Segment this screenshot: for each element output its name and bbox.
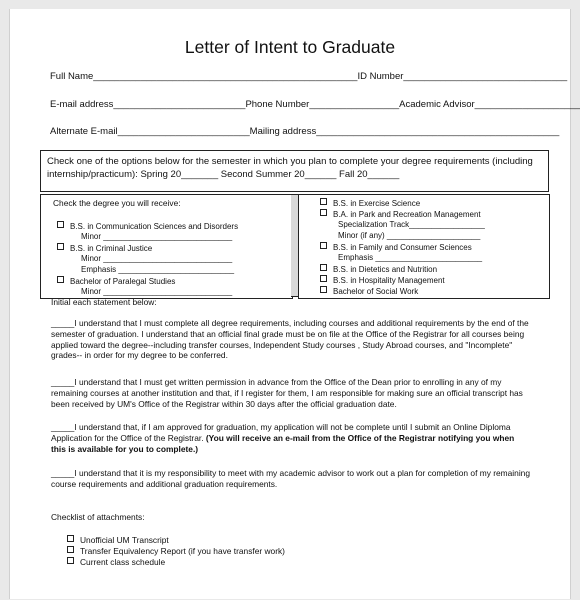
initial-heading: Initial each statement below: — [51, 297, 157, 307]
degree-option[interactable]: B.S. in Criminal Justice — [57, 243, 152, 253]
semester-instruction: Check one of the options below for the semester in which you plan to complete your degree requirements (including — [47, 156, 533, 167]
degree-heading: Check the degree you will receive: — [53, 198, 181, 208]
page-title: Letter of Intent to Graduate — [184, 37, 396, 57]
degree-option[interactable]: Bachelor of Paralegal Studies — [57, 276, 175, 286]
semester-options[interactable]: internship/practicum): Spring 20_______ Second Summer 20______ Fall 20______ — [47, 169, 400, 180]
document-page — [9, 9, 580, 599]
degree-option[interactable]: B.S. in Dietetics and Nutrition — [320, 264, 437, 274]
checkbox-icon[interactable] — [320, 209, 327, 216]
statement-requirements: _____I understand that I must complete all degree requirements, including courses and additional requirements by the end of the semester of graduation. I understand that an official final grade must be on file at the Office of the Registrar for all courses being applied toward the degree--including transfer courses, Independent Study courses , Study Abroad courses, and "Incomplete" grades-- in order for my degree to be conferred. — [51, 318, 529, 361]
degree-right-panel — [298, 194, 550, 299]
degree-option[interactable]: Bachelor of Social Work — [320, 286, 418, 296]
emphasis-field[interactable]: Emphasis __________________________ — [81, 265, 235, 274]
checklist-item[interactable]: Unofficial UM Transcript — [67, 535, 169, 545]
checkbox-icon[interactable] — [320, 275, 327, 282]
checklist-heading: Checklist of attachments: — [51, 512, 145, 522]
checkbox-icon[interactable] — [320, 264, 327, 271]
minor-field[interactable]: Minor _____________________________ — [81, 232, 233, 241]
degree-divider — [291, 194, 298, 297]
checkbox-icon[interactable] — [320, 242, 327, 249]
specialization-field[interactable]: Specialization Track_________________ — [338, 220, 485, 229]
checkbox-icon[interactable] — [320, 286, 327, 293]
degree-option[interactable]: B.A. in Park and Recreation Management — [320, 209, 481, 219]
degree-option[interactable]: B.S. in Hospitality Management — [320, 275, 445, 285]
checkbox-icon[interactable] — [57, 221, 64, 228]
statement-diploma-application: _____I understand that, if I am approved for graduation, my application will not be complete until I submit an Online Diploma Application for the Office of the Registrar. (You will receive an e-mail from the Office of the Registrar notifying you when this is available for you to complete.) — [51, 422, 515, 454]
checkbox-icon[interactable] — [67, 557, 74, 564]
degree-option[interactable]: B.S. in Exercise Science — [320, 198, 420, 208]
alt-email-mailing-field-row[interactable]: Alternate E-mail_________________________Mailing address______________________________________________ — [50, 126, 560, 137]
checkbox-icon[interactable] — [57, 243, 64, 250]
emphasis-field[interactable]: Emphasis ________________________ — [338, 253, 483, 262]
checklist-item[interactable]: Current class schedule — [67, 557, 165, 567]
checkbox-icon[interactable] — [67, 546, 74, 553]
checklist-item[interactable]: Transfer Equivalency Report (if you have transfer work) — [67, 546, 285, 556]
degree-left-panel — [40, 194, 293, 299]
semester-box — [40, 150, 549, 192]
degree-option[interactable]: B.S. in Communication Sciences and Disorders — [57, 221, 238, 231]
minor-field[interactable]: Minor (if any) _____________________ — [338, 231, 481, 240]
minor-field[interactable]: Minor _____________________________ — [81, 254, 233, 263]
statement-advisor: _____I understand that it is my responsibility to meet with my academic advisor to work out a plan for completion of my remaining course requirements and additional graduation requirements. — [51, 468, 530, 489]
checkbox-icon[interactable] — [67, 535, 74, 542]
minor-field[interactable]: Minor _____________________________ — [81, 287, 233, 296]
checkbox-icon[interactable] — [320, 198, 327, 205]
degree-option[interactable]: B.S. in Family and Consumer Sciences — [320, 242, 472, 252]
email-phone-advisor-field-row[interactable]: E-mail address_________________________Phone Number_________________Academic Advisor____________________ — [50, 99, 580, 110]
checkbox-icon[interactable] — [57, 276, 64, 283]
name-id-field-row[interactable]: Full Name__________________________________________________ID Number_______________________________ — [50, 71, 568, 82]
statement-permission: _____I understand that I must get written permission in advance from the Office of the Dean prior to enrolling in any of my remaining courses at another institution and that, if I register for them, I am responsible for making sure an official transcript has been received by UM's Office of the Registrar within 30 days after the official graduation date. — [51, 377, 523, 409]
